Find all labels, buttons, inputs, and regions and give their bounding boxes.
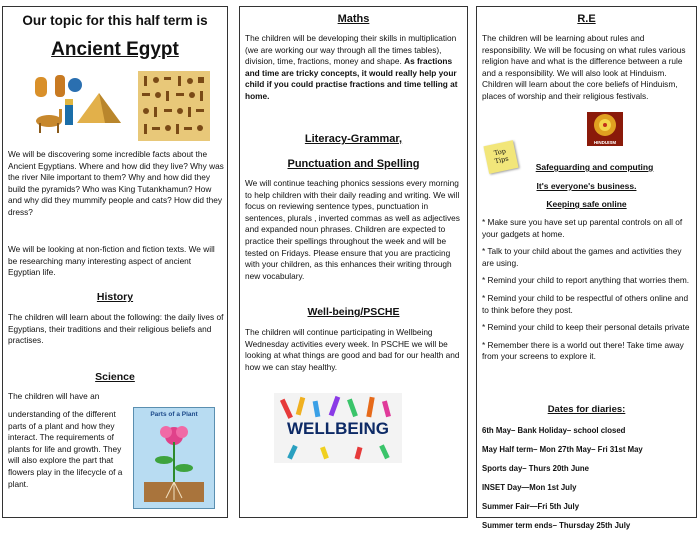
literacy-heading-1: Literacy-Grammar,	[304, 133, 403, 145]
wellbeing-heading: Well-being/PSCHE	[307, 306, 400, 318]
column-topic	[2, 6, 228, 518]
literacy-heading-2: Punctuation and Spelling	[287, 158, 420, 170]
column-re	[476, 6, 697, 530]
tip-item: * Remember there is a world out there! Take time away from your screens to explore it.	[482, 339, 684, 362]
date-item: 6th May– Bank Holiday– school closed	[482, 426, 626, 435]
date-item: Summer Fair—Fri 5th July	[482, 502, 580, 511]
tip-item: * Remind your child to keep their personal details private	[482, 322, 690, 333]
hinduism-image	[587, 112, 623, 146]
history-text: The children will learn about the following: the daily lives of Egyptians, their traditions and their religious beliefs and practises.	[8, 312, 224, 346]
column-curriculum	[239, 6, 468, 518]
sticky-note-text: Top Tips	[493, 146, 510, 166]
science-heading: Science	[95, 371, 135, 383]
hinduism-caption: HINDUISM	[593, 140, 617, 145]
egypt-clipart	[29, 73, 125, 137]
topic-heading: Our topic for this half term is	[22, 13, 208, 28]
maths-text-bold: As fractions and time are tricky concepts, it would really help your child if you could practise fractions and time telling at home.	[245, 56, 458, 101]
maths-text	[245, 33, 465, 103]
wellbeing-image	[274, 393, 402, 463]
wellbeing-text: The children will continue participating in Wellbeing Wednesday activities every week. In PSCHE we will be looking at what things are good and bad for our health and how we can stay healthy.	[245, 327, 460, 372]
hieroglyph-image	[138, 71, 210, 141]
wellbeing-image-text: WELLBEING	[287, 419, 389, 438]
history-heading: History	[96, 291, 134, 303]
tip-item: * Remind your child to report anything that worries them.	[482, 275, 690, 286]
maths-text-normal: The children will be developing their skills in multiplication (we are working our way through all the times tables), division, time, fractions, money and shape.	[245, 33, 457, 67]
literacy-text: We will continue teaching phonics sessions every morning to help children with their daily reading and writing. We will focus on reviewing sentence types, punctuation in sentences, plurals , inverted commas as well as adjectives and expanded noun phrases. Children are expected to practice their spellings throughout the week and will be tested on Fridays. Please ensure that you are practicing with your children, as this enhances their writing through new vocabulary.	[245, 178, 460, 281]
re-text: The children will be learning about rules and responsibility. We will be focusing on what rules various religion have and what is the difference between a rule and a responsibility. We will also look at Hinduism. Children will learn about the core beliefs of Hinduism, places of worship and their religious festivals.	[482, 33, 686, 101]
tip-item: * Remind your child to be respectful of others online and to think before they post.	[482, 292, 689, 315]
texts-paragraph: We will be looking at non-fiction and fiction texts. We will be researching many interesting aspect of ancient Egyptian life.	[8, 244, 215, 278]
tips-list	[482, 217, 694, 363]
tip-item: * Make sure you have set up parental controls on all of your gadgets at home.	[482, 217, 683, 239]
re-heading: R.E	[577, 13, 596, 25]
dates-heading: Dates for diaries:	[547, 404, 626, 415]
safeguarding-sub-2: Keeping safe online	[546, 199, 627, 209]
date-item: Summer term ends– Thursday 25th July	[482, 521, 631, 530]
date-item: May Half term– Mon 27th May– Fri 31st May	[482, 445, 643, 454]
dates-list	[482, 425, 694, 539]
tip-item: * Talk to your child about the games and activities they are using.	[482, 246, 682, 268]
topic-title: Ancient Egypt	[51, 39, 179, 60]
safeguarding-heading: Safeguarding and computing	[535, 162, 654, 172]
date-item: INSET Day—Mon 1st July	[482, 483, 577, 492]
plant-poster-title: Parts of a Plant	[150, 411, 198, 418]
date-item: Sports day– Thurs 20th June	[482, 464, 590, 473]
intro-text: We will be discovering some incredible facts about the Ancient Egyptians. Where and how did they live? Why was the river Nile important to them? Why and how did they build the pyramids? Who was King Tutankhamun? How and why did they mummify people and cats? How did they dress?	[8, 149, 224, 217]
safeguarding-sub-1: It's everyone's business.	[536, 181, 637, 191]
science-text: understanding of the different parts of a plant and how they interact. The requirements of plants for life and growth. They will also explore the part that flowers play in the lifecycle of a plant.	[8, 409, 123, 489]
plant-poster	[133, 407, 215, 509]
maths-heading: Maths	[337, 13, 370, 25]
science-line1: The children will have an	[8, 391, 100, 401]
